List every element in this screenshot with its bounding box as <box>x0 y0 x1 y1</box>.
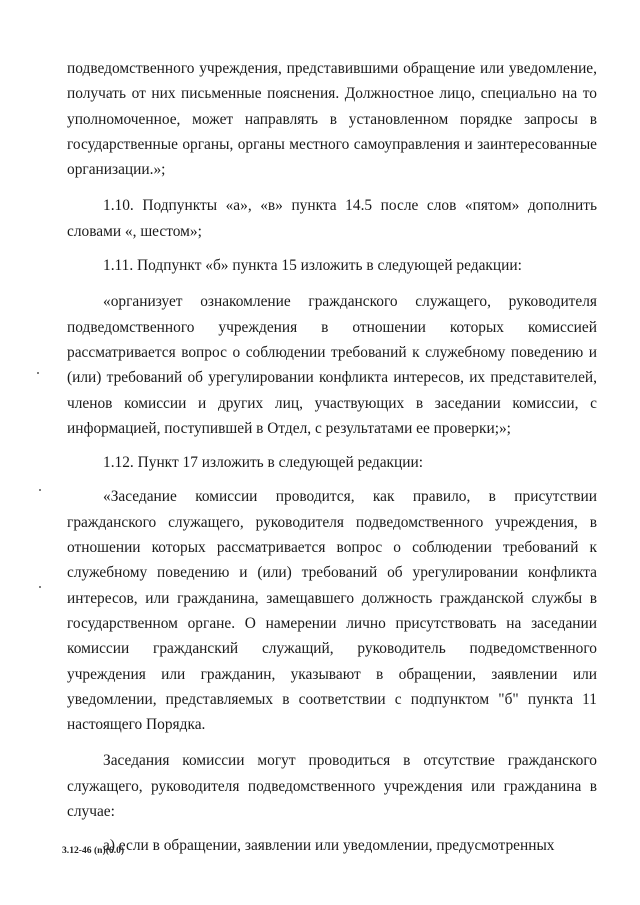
document-code-footer: 3.12-46 (n)(6.0) <box>62 845 125 856</box>
paragraph-1-10: 1.10. Подпункты «а», «в» пункта 14.5 после слов «пятом» дополнить словами «, шестом»; <box>67 197 597 240</box>
scan-speck <box>39 586 41 588</box>
document-page <box>67 56 597 859</box>
paragraph-quote-17: «Заседание комиссии проводится, как правило, в присутствии гражданского служащего, руководителя подведомственного учреждения, в отношении которых рассматривается вопрос о соблюдении требований к служебному поведению и (или) требований об урегулировании конфликта интересов, или гражданина, замещавшего должность гражданской службы в государственном органе. О намерении лично присутствовать на заседании комиссии гражданский служащий, руководитель подведомственного учреждения или гражданин, указывают в обращении, заявлении или уведомлении, представляемых в соответствии с подпунктом "б" пункта 11 настоящего Порядка. <box>67 488 597 734</box>
scan-speck <box>39 489 41 491</box>
paragraph-absence: Заседания комиссии могут проводиться в отсутствие гражданского служащего, руководителя подведомственного учреждения или гражданина в случае: <box>67 752 597 821</box>
paragraph-item-a: а) если в обращении, заявлении или уведомлении, предусмотренных <box>103 837 555 855</box>
paragraph-1-12: 1.12. Пункт 17 изложить в следующей редакции: <box>103 454 424 472</box>
paragraph-quote-15b: «организует ознакомление гражданского служащего, руководителя подведомственного учреждения в отношении которых комиссией рассматривается вопрос о соблюдении требований к служебному поведению и (или) требований об урегулировании конфликта интересов, их представителей, членов комиссии и других лиц, участвующих в заседании комиссии, с информацией, поступившей в Отдел, с результатами ее проверки;»; <box>67 293 597 437</box>
scan-speck <box>37 372 39 374</box>
paragraph-continuation: подведомственного учреждения, представившими обращение или уведомление, получать от них письменные пояснения. Должностное лицо, специально на то уполномоченное, может направлять в установленном порядке запросы в государственные органы, органы местного самоуправления и заинтересованные организации.»; <box>67 60 597 179</box>
paragraph-1-11: 1.11. Подпункт «б» пункта 15 изложить в следующей редакции: <box>103 257 522 275</box>
